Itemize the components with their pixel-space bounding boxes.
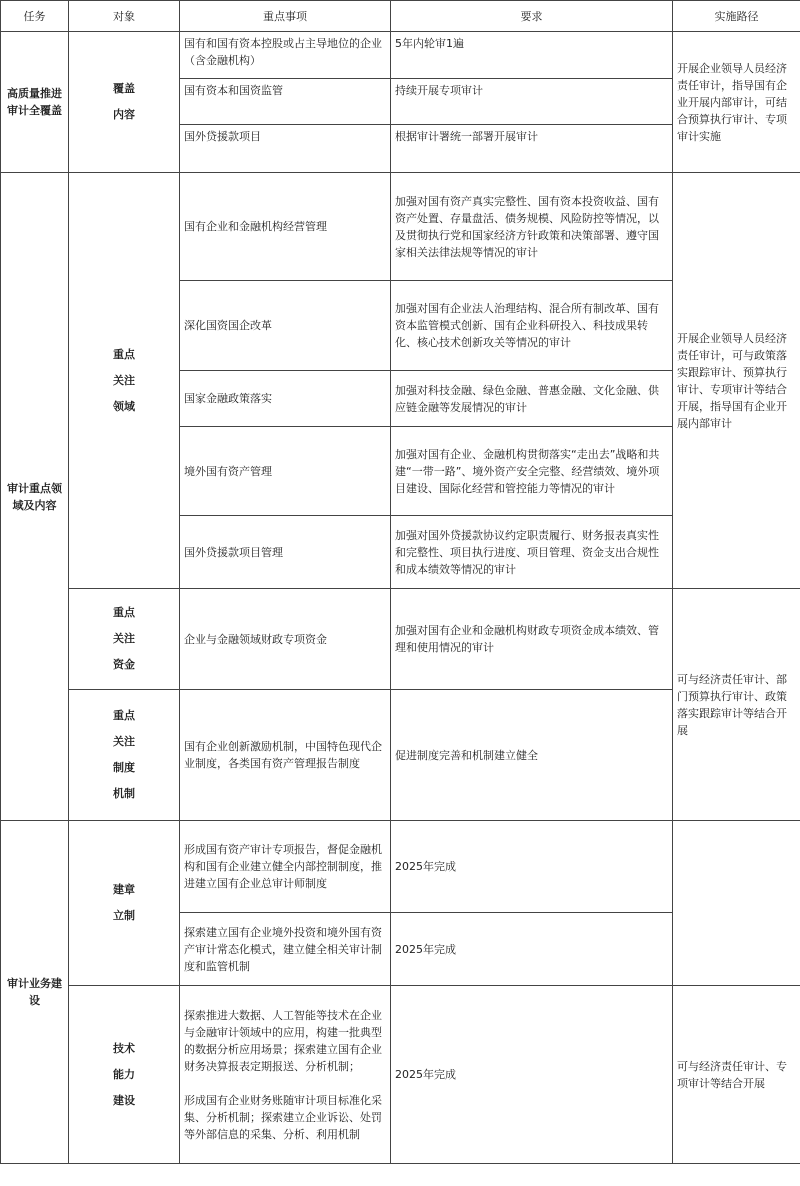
requirement-cell: 加强对科技金融、绿色金融、普惠金融、文化金融、供应链金融等发展情况的审计 — [391, 371, 673, 427]
path-cell: 开展企业领导人员经济责任审计，指导国有企业开展内部审计，可结合预算执行审计、专项审计实施 — [673, 32, 800, 173]
requirement-cell: 持续开展专项审计 — [391, 79, 673, 125]
item-cell: 国外贷援款项目 — [180, 125, 391, 173]
path-cell: 可与经济责任审计、专项审计等结合开展 — [673, 986, 800, 1164]
requirement-cell: 促进制度完善和机制建立健全 — [391, 690, 673, 821]
header-requirement: 要求 — [391, 1, 673, 32]
requirement-cell: 根据审计署统一部署开展审计 — [391, 125, 673, 173]
requirement-cell: 加强对国外贷援款协议约定职责履行、财务报表真实性和完整性、项目执行进度、项目管理、资金支出合规性和成本绩效等情况的审计 — [391, 516, 673, 589]
path-cell: 开展企业领导人员经济责任审计，可与政策落实跟踪审计、预算执行审计、专项审计等结合开展，指导国有企业开展内部审计 — [673, 173, 800, 589]
object-cell: 重点 关注 资金 — [69, 589, 180, 690]
header-path: 实施路径 — [673, 1, 800, 32]
task-cell: 高质量推进审计全覆盖 — [1, 32, 69, 173]
task-cell: 审计业务建设 — [1, 821, 69, 1164]
item-cell: 国有企业创新激励机制，中国特色现代企业制度，各类国有资产管理报告制度 — [180, 690, 391, 821]
task-cell: 审计重点领域及内容 — [1, 173, 69, 821]
requirement-cell: 5年内轮审1遍 — [391, 32, 673, 79]
requirement-cell: 2025年完成 — [391, 913, 673, 986]
table-row — [1, 821, 800, 913]
item-cell: 国外贷援款项目管理 — [180, 516, 391, 589]
item-cell: 企业与金融领域财政专项资金 — [180, 589, 391, 690]
table-row — [1, 589, 800, 690]
header-object: 对象 — [69, 1, 180, 32]
item-cell: 深化国资国企改革 — [180, 281, 391, 371]
table-row — [1, 32, 800, 79]
requirement-cell: 加强对国有企业、金融机构贯彻落实“走出去”战略和共建“一带一路”、境外资产安全完整、经营绩效、境外项目建设、国际化经营和管控能力等情况的审计 — [391, 427, 673, 516]
requirement-cell: 加强对国有资产真实完整性、国有资本投资收益、国有资产处置、存量盘活、债务规模、风险防控等情况，以及贯彻执行党和国家经济方针政策和决策部署、遵守国家相关法律法规等情况的审计 — [391, 173, 673, 281]
item-cell: 探索推进大数据、人工智能等技术在企业与金融审计领域中的应用，构建一批典型的数据分析应用场景；探索建立国有企业财务决算报表定期报送、分析机制； 形成国有企业财务账随审计项目标准化采集、分析机制；探索建立企业诉讼、处罚等外部信息的采集、分析、利用机制 — [180, 986, 391, 1164]
requirement-cell: 加强对国有企业法人治理结构、混合所有制改革、国有资本监管模式创新、国有企业科研投入、科技成果转化、核心技术创新攻关等情况的审计 — [391, 281, 673, 371]
requirement-cell: 2025年完成 — [391, 821, 673, 913]
header-task: 任务 — [1, 1, 69, 32]
path-cell — [673, 821, 800, 986]
header-item: 重点事项 — [180, 1, 391, 32]
path-cell: 可与经济责任审计、部门预算执行审计、政策落实跟踪审计等结合开展 — [673, 589, 800, 821]
item-cell: 国有企业和金融机构经营管理 — [180, 173, 391, 281]
item-cell: 国家金融政策落实 — [180, 371, 391, 427]
item-cell: 国有和国有资本控股或占主导地位的企业（含金融机构） — [180, 32, 391, 79]
object-cell: 建章 立制 — [69, 821, 180, 986]
header-row — [1, 1, 800, 32]
item-cell: 境外国有资产管理 — [180, 427, 391, 516]
requirement-cell: 2025年完成 — [391, 986, 673, 1164]
item-cell: 国有资本和国资监管 — [180, 79, 391, 125]
object-cell: 技术 能力 建设 — [69, 986, 180, 1164]
item-cell: 探索建立国有企业境外投资和境外国有资产审计常态化模式，建立健全相关审计制度和监管机制 — [180, 913, 391, 986]
table-row — [1, 173, 800, 281]
requirement-cell: 加强对国有企业和金融机构财政专项资金成本绩效、管理和使用情况的审计 — [391, 589, 673, 690]
table-row — [1, 986, 800, 1164]
item-cell: 形成国有资产审计专项报告，督促金融机构和国有企业建立健全内部控制制度，推进建立国有企业总审计师制度 — [180, 821, 391, 913]
object-cell: 重点 关注 制度 机制 — [69, 690, 180, 821]
object-cell: 覆盖 内容 — [69, 32, 180, 173]
object-cell: 重点 关注 领域 — [69, 173, 180, 589]
